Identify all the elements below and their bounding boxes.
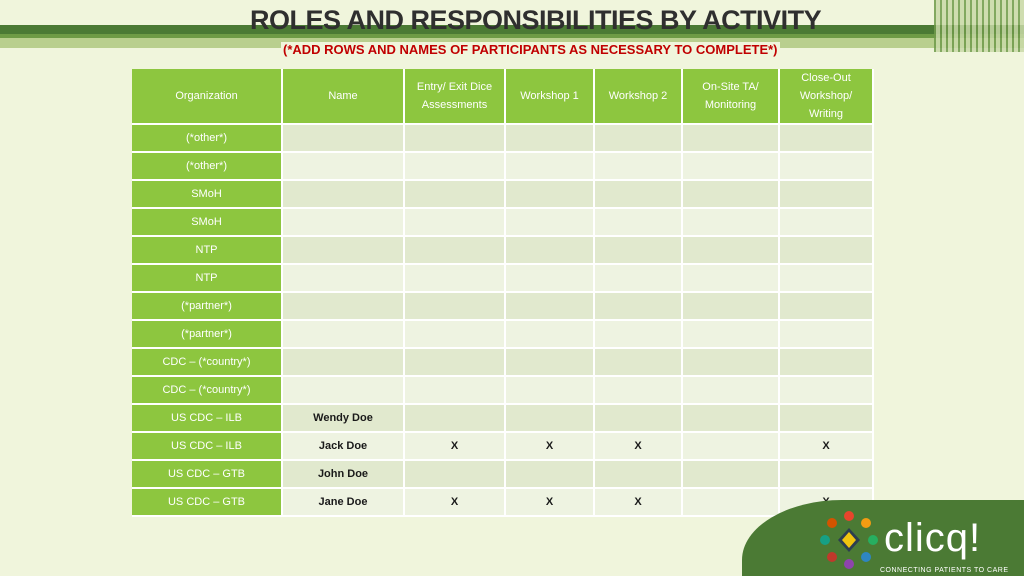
table-row <box>132 377 874 405</box>
activity-cell: X <box>506 433 595 461</box>
name-cell <box>283 265 405 293</box>
activity-cell <box>683 265 780 293</box>
activity-cell <box>780 181 874 209</box>
activity-cell <box>683 489 780 517</box>
column-header-6 <box>780 69 874 125</box>
activity-cell: X <box>595 433 683 461</box>
activity-cell <box>405 153 506 181</box>
activity-cell <box>506 265 595 293</box>
column-header-line: Workshop 2 <box>608 90 668 102</box>
activity-cell <box>506 349 595 377</box>
organization-cell: US CDC – GTB <box>132 489 283 517</box>
activity-cell <box>683 293 780 321</box>
activity-cell <box>595 125 683 153</box>
column-header-line: Assessments <box>421 99 488 111</box>
page-title: ROLES AND RESPONSIBILITIES BY ACTIVITY <box>250 5 822 35</box>
activity-cell: X <box>405 433 506 461</box>
activity-cell <box>506 153 595 181</box>
column-header-1 <box>283 69 405 125</box>
activity-cell <box>683 181 780 209</box>
activity-cell <box>506 321 595 349</box>
name-cell <box>283 209 405 237</box>
activity-cell <box>595 377 683 405</box>
activity-cell <box>595 153 683 181</box>
logo-tagline: CONNECTING PATIENTS TO CARE <box>880 567 1009 574</box>
column-header-line: Writing <box>808 108 844 120</box>
activity-cell <box>595 461 683 489</box>
activity-cell <box>506 377 595 405</box>
name-cell <box>283 181 405 209</box>
activity-cell <box>780 125 874 153</box>
activity-cell <box>683 349 780 377</box>
column-header-line: Name <box>328 90 358 102</box>
activity-cell <box>780 461 874 489</box>
column-header-5 <box>683 69 780 125</box>
activity-cell <box>405 237 506 265</box>
activity-cell <box>780 209 874 237</box>
organization-cell: (*other*) <box>132 153 283 181</box>
activity-cell <box>506 237 595 265</box>
table-row <box>132 237 874 265</box>
activity-cell <box>683 321 780 349</box>
activity-cell <box>780 153 874 181</box>
activity-cell <box>595 237 683 265</box>
activity-cell <box>405 349 506 377</box>
column-header-line: Workshop 1 <box>520 90 579 102</box>
column-header-4 <box>595 69 683 125</box>
table-row <box>132 433 874 461</box>
name-cell <box>283 237 405 265</box>
activity-cell <box>683 461 780 489</box>
activity-cell <box>595 265 683 293</box>
activity-cell <box>405 461 506 489</box>
activity-cell <box>683 237 780 265</box>
organization-cell: (*partner*) <box>132 293 283 321</box>
activity-cell: X <box>595 489 683 517</box>
column-header-line: Workshop/ <box>799 90 853 102</box>
column-header-line: Close-Out <box>801 72 851 84</box>
activity-cell <box>683 125 780 153</box>
organization-cell: CDC – (*country*) <box>132 349 283 377</box>
activity-cell <box>683 377 780 405</box>
organization-cell: SMoH <box>132 209 283 237</box>
activity-cell <box>780 405 874 433</box>
activity-cell: X <box>780 433 874 461</box>
organization-cell: SMoH <box>132 181 283 209</box>
table-row <box>132 265 874 293</box>
activity-cell <box>595 209 683 237</box>
activity-cell <box>683 153 780 181</box>
name-cell <box>283 125 405 153</box>
activity-cell <box>683 209 780 237</box>
column-header-line: Entry/ Exit Dice <box>416 81 493 93</box>
activity-cell <box>405 265 506 293</box>
name-cell <box>283 153 405 181</box>
activity-cell <box>506 181 595 209</box>
header-stripe-pattern <box>934 0 1024 52</box>
activity-cell <box>506 461 595 489</box>
people-circle-icon <box>818 508 880 574</box>
activity-cell <box>405 181 506 209</box>
activity-cell: X <box>405 489 506 517</box>
activity-cell <box>595 349 683 377</box>
activity-cell <box>405 377 506 405</box>
name-cell: Jane Doe <box>283 489 405 517</box>
activity-cell: X <box>506 489 595 517</box>
organization-cell: US CDC – ILB <box>132 405 283 433</box>
organization-cell: NTP <box>132 265 283 293</box>
column-header-line: On-Site TA/ <box>702 81 759 93</box>
table-row <box>132 153 874 181</box>
logo-wordmark: clicq! <box>884 516 982 560</box>
activity-cell <box>405 209 506 237</box>
name-cell <box>283 293 405 321</box>
organization-cell: US CDC – GTB <box>132 461 283 489</box>
activity-cell <box>780 293 874 321</box>
page-subtitle: (*ADD ROWS AND NAMES OF PARTICIPANTS AS NECESSARY TO COMPLETE*) <box>283 42 778 57</box>
activity-cell <box>506 209 595 237</box>
column-header-3 <box>506 69 595 125</box>
table-row <box>132 181 874 209</box>
table-row <box>132 349 874 377</box>
activity-cell <box>780 265 874 293</box>
table-row <box>132 321 874 349</box>
organization-cell: (*partner*) <box>132 321 283 349</box>
roles-table <box>132 69 874 517</box>
activity-cell <box>780 321 874 349</box>
activity-cell <box>595 321 683 349</box>
name-cell: John Doe <box>283 461 405 489</box>
activity-cell <box>506 405 595 433</box>
organization-cell: (*other*) <box>132 125 283 153</box>
activity-cell <box>595 181 683 209</box>
column-header-line: Monitoring <box>704 99 757 111</box>
table-row <box>132 209 874 237</box>
activity-cell <box>780 377 874 405</box>
name-cell: Wendy Doe <box>283 405 405 433</box>
activity-cell <box>405 321 506 349</box>
activity-cell <box>683 433 780 461</box>
activity-cell <box>405 125 506 153</box>
column-header-0 <box>132 69 283 125</box>
organization-cell: NTP <box>132 237 283 265</box>
column-header-2 <box>405 69 506 125</box>
table-row <box>132 461 874 489</box>
activity-cell <box>683 405 780 433</box>
activity-cell <box>595 405 683 433</box>
table-header-row <box>132 69 874 125</box>
activity-cell <box>780 349 874 377</box>
name-cell <box>283 349 405 377</box>
activity-cell <box>405 405 506 433</box>
name-cell <box>283 321 405 349</box>
column-header-line: Organization <box>175 90 238 102</box>
organization-cell: US CDC – ILB <box>132 433 283 461</box>
table-row <box>132 125 874 153</box>
name-cell: Jack Doe <box>283 433 405 461</box>
table-row <box>132 405 874 433</box>
activity-cell <box>780 237 874 265</box>
activity-cell <box>506 293 595 321</box>
table-body <box>132 125 874 517</box>
organization-cell: CDC – (*country*) <box>132 377 283 405</box>
activity-cell <box>595 293 683 321</box>
table-row <box>132 489 874 517</box>
table-row <box>132 293 874 321</box>
name-cell <box>283 377 405 405</box>
activity-cell <box>506 125 595 153</box>
activity-cell <box>405 293 506 321</box>
clicq-logo <box>818 508 1018 576</box>
